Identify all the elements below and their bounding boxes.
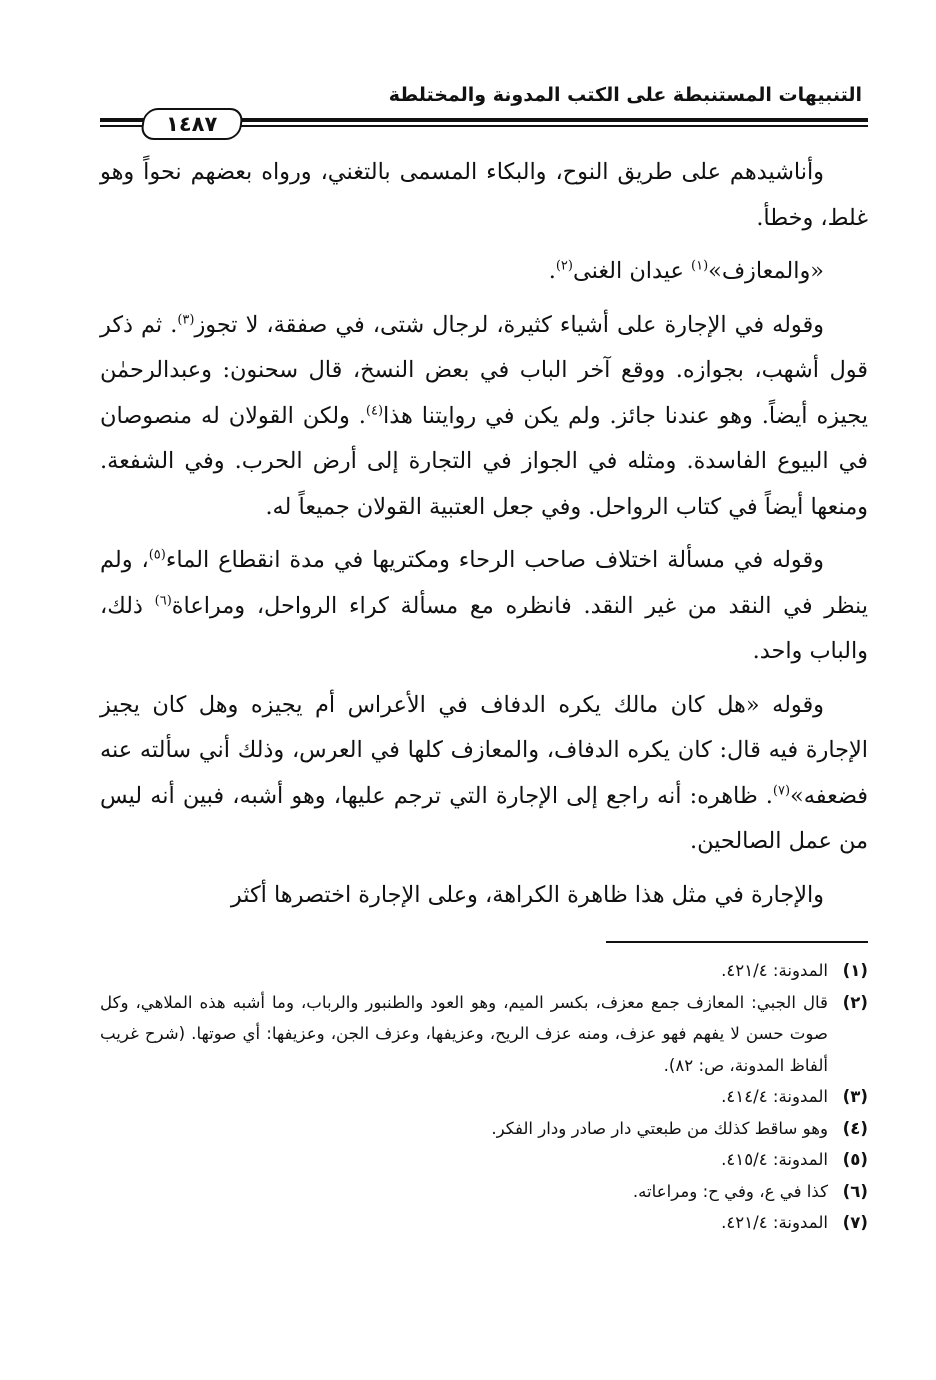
footnote-ref[interactable]: (١) (691, 258, 709, 274)
footnote-number: (٤) (842, 1118, 868, 1138)
paragraph-text: ، ولم ينظر في النقد من غير النقد. فانظره مع مسألة كراء الرواحل، ومراعاة (100, 547, 868, 619)
footnote-number: (١) (842, 961, 868, 980)
footnote (100, 955, 868, 987)
footnote (100, 1081, 868, 1113)
footnote-ref[interactable]: (٢) (555, 258, 573, 274)
page-number-frame (140, 108, 244, 140)
paragraph (100, 538, 868, 675)
footnote (100, 1176, 868, 1208)
paragraph-text: وقوله «هل كان مالك يكره الدفاف في الأعراس أم يجيزه وهل كان يجيز الإجارة فيه قال: كان يكره الدفاف، والمعازف كلها في العرس، وذلك أني سألته عنه فضعفه» (100, 691, 868, 809)
running-title: التنبيهات المستنبطة على الكتب المدونة والمختلطة (388, 84, 862, 106)
footnote-ref[interactable]: (٧) (772, 783, 791, 799)
page-header (100, 78, 868, 138)
footnote-text: المدونة: ٤١٤/٤. (721, 1087, 828, 1106)
footnote (100, 1207, 868, 1239)
footnotes (100, 955, 868, 1239)
paragraph-text: وقوله في مسألة اختلاف صاحب الرحاء ومكتريها في مدة انقطاع الماء (165, 547, 824, 573)
footnote-text: المدونة: ٤١٥/٤. (721, 1150, 828, 1169)
footnote (100, 1113, 868, 1145)
footnote-text: كذا في ع، وفي ح: ومراعاته. (632, 1181, 828, 1201)
footnote-number: (٧) (842, 1213, 868, 1232)
footnote (100, 987, 868, 1082)
footnote-text: المدونة: ٤٢١/٤. (721, 1213, 828, 1232)
footnote-number: (٣) (842, 1087, 868, 1106)
paragraph-text: . ولكن القولان له منصوصان في البيوع الفاسدة. ومثله في الجواز في التجارة إلى أرض الحرب. وفي الشفعة. ومنعها أيضاً في كتاب الرواحل. وفي جعل العتبية القولان جميعاً له. (100, 402, 868, 520)
paragraph (100, 683, 868, 865)
main-text (100, 150, 868, 926)
footnote-text: قال الجبي: المعازف جمع معزف، بكسر الميم، وهو العود والطنبور والرباب، وما أشبه هذه الملاهي، وكل صوت حسن لا يفهم فهو عزف، ومنه عزف الريح، وعزيفها، وعزف الجن، وعزيفها: أي صوتها. (شرح غريب ألفاظ المدونة، ص: ٨٢). (100, 992, 828, 1075)
footnote-ref[interactable]: (٥) (148, 547, 166, 563)
paragraph (100, 150, 868, 241)
paragraph-text: ذلك، والباب واحد. (100, 592, 868, 664)
paragraph (100, 303, 868, 531)
paragraph (100, 249, 868, 295)
paragraph-text: وأناشيدهم على طريق النوح، والبكاء المسمى بالتغني، ورواه بعضهم نحواً وهو غلط، وخطأ. (100, 159, 868, 231)
paragraph-text: «والمعازف» (708, 258, 824, 284)
footnote-separator (606, 941, 868, 943)
footnote-number: (٥) (842, 1150, 868, 1169)
paragraph (100, 873, 868, 919)
footnote-ref[interactable]: (٦) (154, 593, 172, 609)
footnote-text: المدونة: ٤٢١/٤. (721, 961, 828, 980)
paragraph-text: . ثم ذكر قول أشهب، بجوازه. ووقع آخر الباب في بعض النسخ، قال سحنون: وعبدالرحمٰن يجيزه أيضاً. وهو عندنا جائز. ولم يكن في روايتنا هذا (100, 311, 868, 429)
paragraph-text: . ظاهره: أنه راجع إلى الإجارة التي ترجم عليها، وهو أشبه، فبين أنه ليس من عمل الصالحين. (100, 782, 868, 854)
paragraph-text: عيدان الغنى (572, 258, 684, 284)
paragraph-text: . (548, 258, 556, 284)
footnote-number: (٢) (842, 992, 868, 1012)
footnote-ref[interactable]: (٤) (365, 403, 384, 419)
footnote-ref[interactable]: (٣) (177, 312, 195, 328)
footnote-number: (٦) (842, 1181, 868, 1201)
paragraph-text: والإجارة في مثل هذا ظاهرة الكراهة، وعلى الإجارة اختصرها أكثر (230, 881, 824, 908)
footnote-text: وهو ساقط كذلك من طبعتي دار صادر ودار الفكر. (491, 1118, 828, 1138)
paragraph-text: وقوله في الإجارة على أشياء كثيرة، لرجال شتى، في صفقة، لا تجوز (194, 311, 824, 338)
page-number: ١٤٨٧ (166, 112, 218, 136)
footnote (100, 1144, 868, 1176)
